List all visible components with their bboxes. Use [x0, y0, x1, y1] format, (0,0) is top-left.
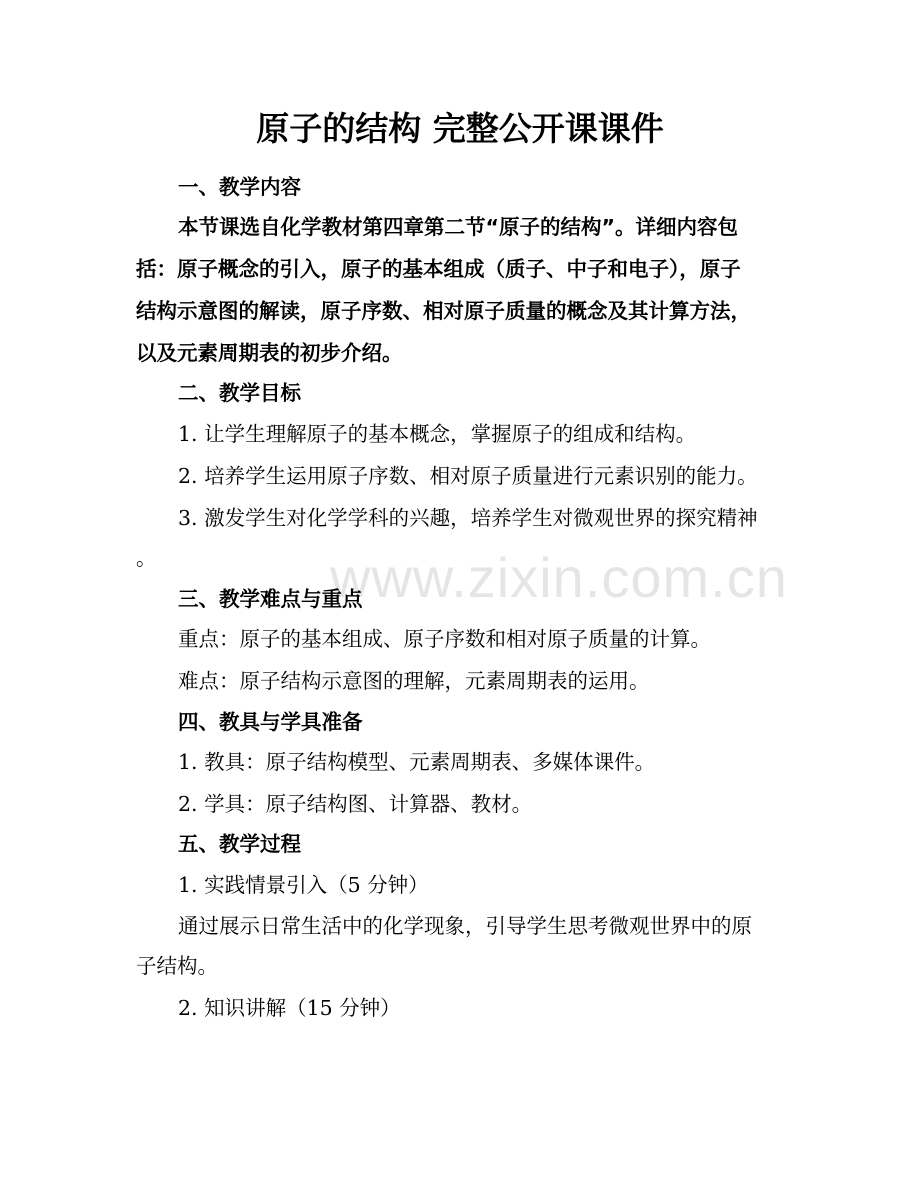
- content-paragraph-line: 结构示意图的解读，原子序数、相对原子质量的概念及其计算方法，: [136, 299, 751, 323]
- goal-item-continuation: 。: [136, 546, 157, 570]
- difficult-point-text: 难点：原子结构示意图的理解，元素周期表的运用。: [178, 669, 650, 693]
- section-heading-process: 五、教学过程: [178, 832, 301, 856]
- goal-item: 2. 培养学生运用原子序数、相对原子质量进行元素识别的能力。: [178, 464, 758, 488]
- content-paragraph-line: 本节课选自化学教材第四章第二节“原子的结构”。详细内容包: [178, 215, 738, 239]
- document-title: 原子的结构 完整公开课课件: [256, 109, 664, 148]
- tools-item: 1. 教具：原子结构模型、元素周期表、多媒体课件。: [178, 750, 656, 774]
- process-step-text-line: 通过展示日常生活中的化学现象，引导学生思考微观世界中的原: [178, 914, 752, 938]
- watermark: www.zixin.com.cn: [330, 546, 788, 609]
- tools-item: 2. 学具：原子结构图、计算器、教材。: [178, 792, 533, 816]
- process-step-text-line: 子结构。: [136, 954, 218, 978]
- section-heading-tools: 四、教具与学具准备: [178, 710, 363, 734]
- key-point-text: 重点：原子的基本组成、原子序数和相对原子质量的计算。: [178, 627, 711, 651]
- process-step-title: 2. 知识讲解（15 分钟）: [178, 996, 401, 1020]
- process-step-title: 1. 实践情景引入（5 分钟）: [178, 873, 429, 897]
- goal-item: 3. 激发学生对化学学科的兴趣，培养学生对微观世界的探究精神: [178, 506, 758, 530]
- content-paragraph-line: 括：原子概念的引入，原子的基本组成（质子、中子和电子），原子: [136, 257, 741, 281]
- section-heading-difficulty: 三、教学难点与重点: [178, 587, 363, 611]
- goal-item: 1. 让学生理解原子的基本概念，掌握原子的组成和结构。: [178, 422, 697, 446]
- section-heading-goals: 二、教学目标: [178, 381, 301, 405]
- section-heading-content: 一、教学内容: [178, 175, 301, 199]
- content-paragraph-line: 以及元素周期表的初步介绍。: [136, 341, 403, 365]
